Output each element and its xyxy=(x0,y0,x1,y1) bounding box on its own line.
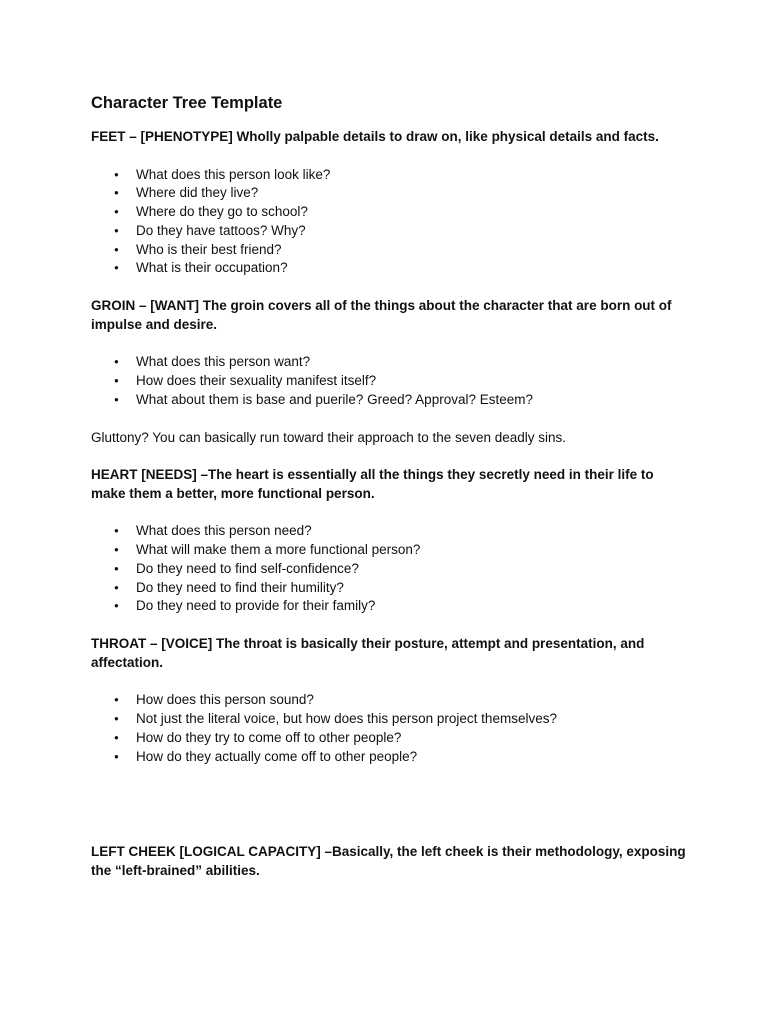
section-heading-groin: GROIN – [WANT] The groin covers all of the things about the character that are born out of impulse and desire. xyxy=(91,298,672,332)
section-heading-throat: THROAT – [VOICE] The throat is basically their posture, attempt and presentation, and affectation. xyxy=(91,636,645,670)
list-item: ● How does this person sound? xyxy=(91,691,691,710)
list-item: ● How does their sexuality manifest itself? xyxy=(91,372,691,391)
section-heading-heart: HEART [NEEDS] –The heart is essentially all the things they secretly need in their life to make them a better, more functional person. xyxy=(91,467,654,501)
list-item: ● Not just the literal voice, but how does this person project themselves? xyxy=(91,710,691,729)
bullet-list-throat xyxy=(91,691,691,766)
section-heading-feet: FEET – [PHENOTYPE] Wholly palpable details to draw on, like physical details and facts. xyxy=(91,129,659,144)
list-item: ● What does this person want? xyxy=(91,353,691,372)
list-item: ● What does this person look like? xyxy=(91,166,691,185)
list-item: ● Where do they go to school? xyxy=(91,203,691,222)
bullet-list-heart xyxy=(91,522,691,616)
groin-note: Gluttony? You can basically run toward their approach to the seven deadly sins. xyxy=(91,429,567,445)
list-item: ● Who is their best friend? xyxy=(91,241,691,260)
bullet-list-feet xyxy=(91,166,691,279)
page-title: Character Tree Template xyxy=(91,94,283,112)
list-item: ● What is their occupation? xyxy=(91,259,691,278)
list-item: ● How do they try to come off to other people? xyxy=(91,729,691,748)
list-item: ● Where did they live? xyxy=(91,184,691,203)
list-item: ● How do they actually come off to other people? xyxy=(91,748,691,767)
bullet-list-groin xyxy=(91,353,691,409)
list-item: ● Do they have tattoos? Why? xyxy=(91,222,691,241)
list-item: ● What does this person need? xyxy=(91,522,691,541)
document-page xyxy=(91,92,691,880)
section-heading-left-cheek: LEFT CHEEK [LOGICAL CAPACITY] –Basically, the left cheek is their methodology, exposing the “left-brained” abilities. xyxy=(91,844,686,878)
list-item: ● What about them is base and puerile? Greed? Approval? Esteem? xyxy=(91,391,691,410)
list-item: ● Do they need to find their humility? xyxy=(91,579,691,598)
list-item: ● What will make them a more functional person? xyxy=(91,541,691,560)
list-item: ● Do they need to find self-confidence? xyxy=(91,560,691,579)
list-item: ● Do they need to provide for their family? xyxy=(91,597,691,616)
